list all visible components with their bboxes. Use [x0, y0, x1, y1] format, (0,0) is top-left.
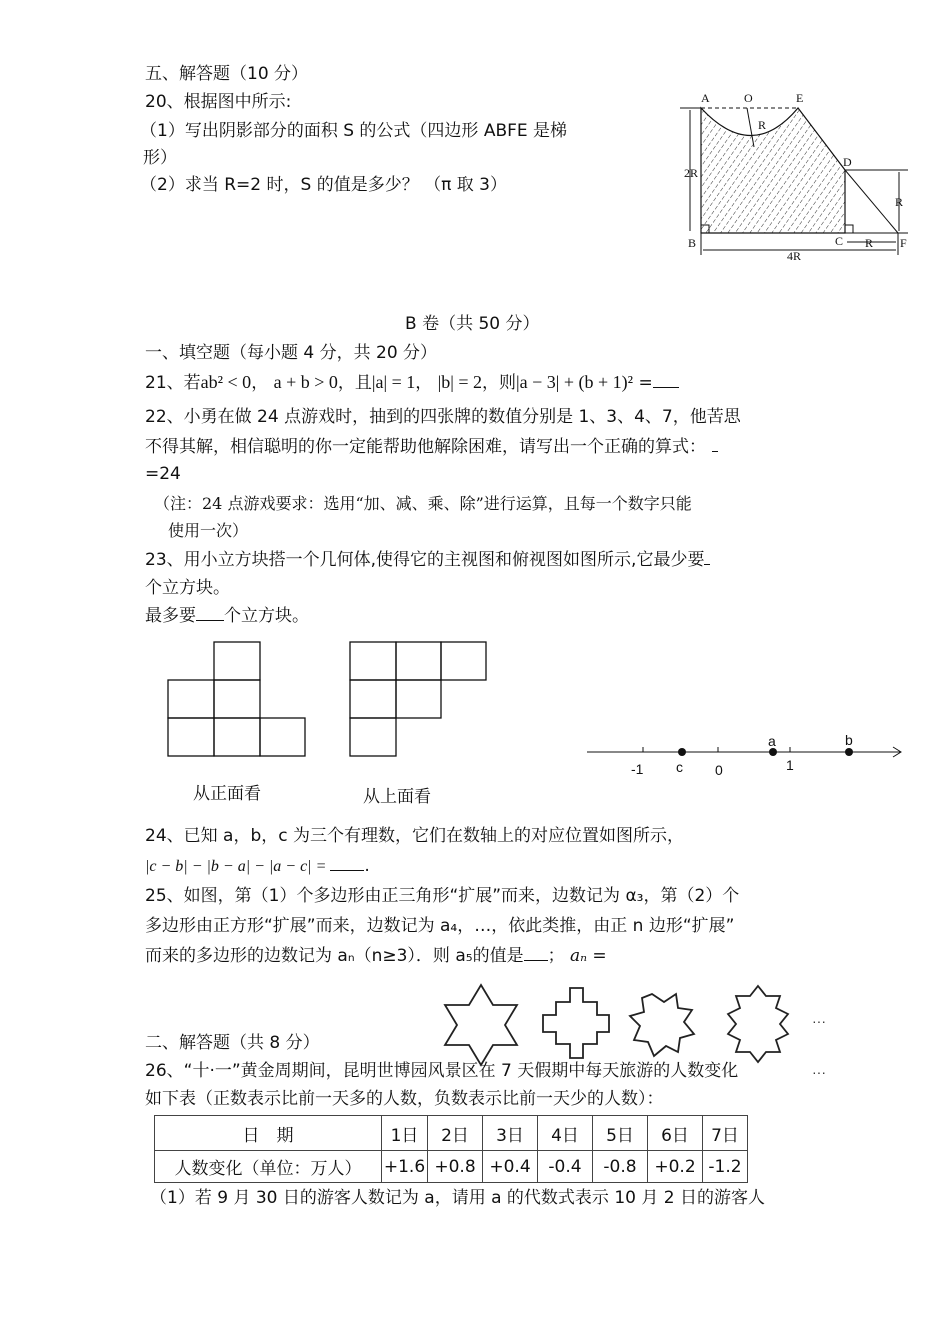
- label-A: A: [701, 91, 710, 105]
- tick-label-0: 0: [715, 762, 723, 778]
- front-view-grid: [168, 642, 308, 760]
- point-label-c: c: [676, 759, 683, 775]
- top-view-grid: [350, 642, 490, 760]
- question-22-note-cont: 使用一次）: [168, 521, 249, 540]
- question-22-line3: =24: [145, 464, 181, 484]
- ellipsis-2: ···: [812, 1064, 826, 1080]
- question-22-line2: 不得其解，相信聪明的你一定能帮助他解除困难，请写出一个正确的算式：: [145, 437, 718, 457]
- answer-blank[interactable]: [712, 437, 718, 452]
- label-4R: 4R: [787, 249, 802, 263]
- table-header-label: 日 期: [155, 1116, 382, 1151]
- question-25-line2: 多边形由正方形“扩展”而来，边数记为 a₄，…，依此类推，由正 n 边形“扩展”: [145, 916, 735, 936]
- question-22-note: （注：24 点游戏要求：选用“加、减、乘、除”进行运算，且每一个数字只能: [154, 494, 692, 513]
- table-row-label: 人数变化（单位：万人）: [155, 1151, 382, 1183]
- label-B: B: [688, 236, 697, 250]
- question-26-part1: （1）若 9 月 30 日的游客人数记为 a，请用 a 的代数式表示 10 月 2 日的游客人: [150, 1188, 765, 1208]
- point-c: [678, 748, 686, 756]
- table-day: 4日: [538, 1116, 593, 1151]
- answer-blank[interactable]: [704, 550, 710, 565]
- question-26-line1: 26、“十·一”黄金周期间，昆明世博园风景区在 7 天假期中每天旅游的人数变化: [145, 1061, 739, 1081]
- top-view-label: 从上面看: [363, 787, 431, 807]
- question-25-line3: 而来的多边形的边数记为 aₙ（n≥3）．则 a₅的值是 ； aₙ =: [145, 946, 607, 966]
- table-day: 5日: [593, 1116, 648, 1151]
- question-22-line1: 22、小勇在做 24 点游戏时，抽到的四张牌的数值分别是 1、3、4、7，他苦思: [145, 407, 741, 427]
- answer-blank[interactable]: [330, 856, 364, 871]
- question-24-expr: |c − b| − |b − a| − |a − c| = .: [145, 856, 370, 876]
- point-b: [845, 748, 853, 756]
- q21-expr: |a − 3| + (b + 1)²: [516, 372, 634, 392]
- tick-label-1: 1: [786, 757, 794, 773]
- label-O: O: [744, 91, 753, 105]
- table-day: 6日: [648, 1116, 703, 1151]
- table-cell: -1.2: [703, 1151, 748, 1183]
- table-cell: +0.8: [428, 1151, 483, 1183]
- ellipsis: ···: [812, 1013, 826, 1029]
- question-20-part2: （2）求当 R=2 时，S 的值是多少？ （π 取 3）: [140, 175, 507, 195]
- figure-20-trapezoid: [670, 85, 920, 270]
- q21-cond1: ab² < 0: [200, 372, 252, 392]
- point-label-b: b: [845, 732, 853, 748]
- part-b-title: B 卷（共 50 分）: [405, 314, 540, 334]
- solve-heading: 二、解答题（共 8 分）: [145, 1033, 320, 1053]
- table-cell: -0.8: [593, 1151, 648, 1183]
- point-a: [769, 748, 777, 756]
- table-row: [155, 1151, 748, 1183]
- table-cell: +0.4: [483, 1151, 538, 1183]
- table-cell: -0.4: [538, 1151, 593, 1183]
- question-23-line3: 最多要 个立方块。: [145, 606, 309, 626]
- question-23-line1: 23、用小立方块搭一个几何体,使得它的主视图和俯视图如图所示,它最少要: [145, 550, 710, 570]
- front-view-label: 从正面看: [193, 784, 261, 804]
- table-day: 1日: [382, 1116, 428, 1151]
- question-20-part1-cont: 形）: [143, 148, 177, 168]
- table-cell: +1.6: [382, 1151, 428, 1183]
- label-radius: R: [758, 118, 767, 132]
- number-line: [585, 732, 910, 782]
- label-height-R: R: [895, 195, 904, 209]
- question-20-title: 20、根据图中所示:: [145, 92, 292, 112]
- question-20-part1: （1）写出阴影部分的面积 S 的公式（四边形 ABFE 是梯: [140, 121, 568, 141]
- tourist-change-table: [154, 1115, 748, 1183]
- section-heading: 五、解答题（10 分）: [145, 64, 309, 84]
- table-header-row: [155, 1116, 748, 1151]
- label-D: D: [843, 155, 852, 169]
- label-C: C: [835, 234, 844, 248]
- answer-blank[interactable]: [196, 606, 224, 621]
- table-day: 3日: [483, 1116, 538, 1151]
- label-base-R: R: [865, 236, 874, 250]
- table-day: 7日: [703, 1116, 748, 1151]
- label-E: E: [796, 91, 804, 105]
- answer-blank[interactable]: [653, 373, 679, 388]
- question-25-line1: 25、如图，第（1）个多边形由正三角形“扩展”而来，边数记为 α₃，第（2）个: [145, 886, 740, 906]
- q21-cond2: a + b > 0: [273, 372, 338, 392]
- tick-label-minus-1: -1: [631, 761, 644, 777]
- label-2R: 2R: [684, 166, 699, 180]
- point-label-a: a: [768, 733, 776, 749]
- q21-cond3: |a| = 1: [371, 372, 416, 392]
- table-cell: +0.2: [648, 1151, 703, 1183]
- question-26-line2: 如下表（正数表示比前一天多的人数，负数表示比前一天少的人数）：: [145, 1089, 664, 1109]
- question-23-line2: 个立方块。: [145, 578, 230, 598]
- answer-blank[interactable]: [524, 946, 548, 961]
- question-24-line1: 24、已知 a，b，c 为三个有理数，它们在数轴上的对应位置如图所示，: [145, 826, 684, 846]
- q21-cond4: |b| = 2: [437, 372, 483, 392]
- fill-in-heading: 一、填空题（每小题 4 分，共 20 分）: [145, 343, 438, 363]
- label-F: F: [900, 236, 907, 250]
- question-21: 21、若ab² < 0， a + b > 0，且|a| = 1， |b| = 2，则|a − 3| + (b + 1)² =: [145, 372, 679, 393]
- table-day: 2日: [428, 1116, 483, 1151]
